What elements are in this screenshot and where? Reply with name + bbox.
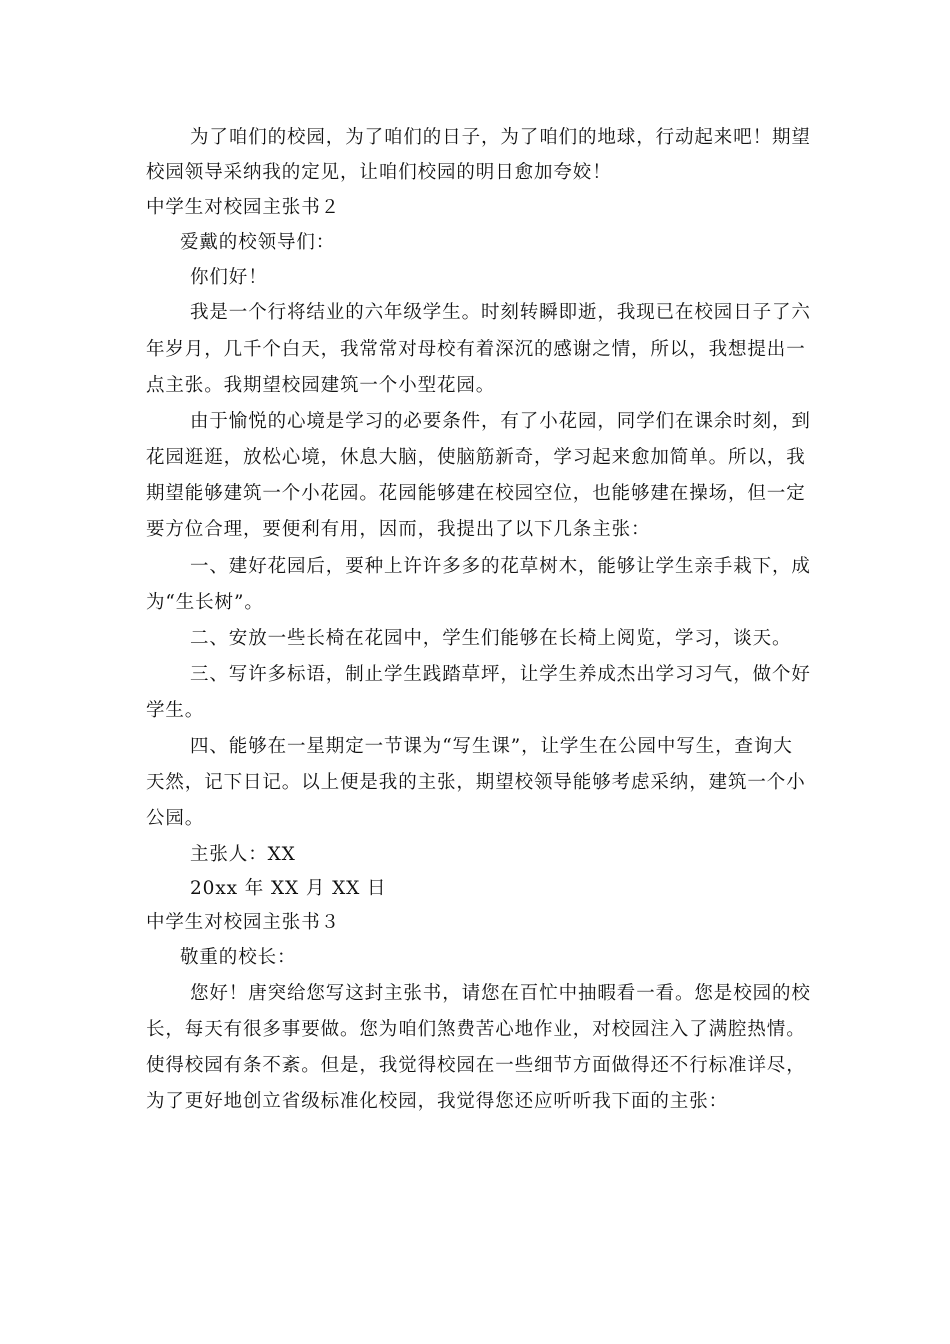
intro-line-2: 校园领导采纳我的定见，让咱们校园的明日愈加夸姣！	[146, 162, 612, 183]
letter2-greeting: 你们好！	[190, 267, 268, 288]
letter2-p2-line-1: 由于愉悦的心境是学习的必要条件，有了小花园，同学们在课余时刻，到	[190, 411, 811, 432]
letter2-salutation: 爱戴的校领导们：	[180, 232, 336, 253]
letter2-signer: 主张人：XX	[190, 844, 296, 865]
letter3-p1-line-1: 您好！唐突给您写这封主张书，请您在百忙中抽暇看一看。您是校园的校	[190, 983, 811, 1004]
letter2-item4-line-2: 天然，记下日记。以上便是我的主张，期望校领导能够考虑采纳，建筑一个小	[146, 772, 806, 793]
letter3-salutation: 敬重的校长：	[180, 947, 297, 968]
letter2-p1-line-3: 点主张。我期望校园建筑一个小型花园。	[146, 375, 496, 396]
letter2-item1-line-1: 一、建好花园后，要种上许许多多的花草树木，能够让学生亲手栽下，成	[190, 556, 811, 577]
letter2-p2-line-4: 要方位合理，要便利有用，因而，我提出了以下几条主张：	[146, 519, 651, 540]
letter3-p1-line-2: 长，每天有很多事要做。您为咱们煞费苦心地作业，对校园注入了满腔热情。	[146, 1019, 806, 1040]
letter2-item2-line-1: 二、安放一些长椅在花园中，学生们能够在长椅上阅览，学习，谈天。	[190, 628, 792, 649]
letter3-p1-line-4: 为了更好地创立省级标准化校园，我觉得您还应听听我下面的主张：	[146, 1091, 729, 1112]
letter2-p2-line-3: 期望能够建筑一个小花园。花园能够建在校园空位，也能够建在操场，但一定	[146, 483, 806, 504]
letter2-date: 20xx 年 XX 月 XX 日	[190, 878, 387, 899]
intro-line-1: 为了咱们的校园，为了咱们的日子，为了咱们的地球，行动起来吧！期望	[190, 127, 811, 148]
letter3-title: 中学生对校园主张书３	[146, 912, 341, 933]
letter2-title: 中学生对校园主张书２	[146, 197, 341, 218]
letter2-p2-line-2: 花园逛逛，放松心境，休息大脑，使脑筋新奇，学习起来愈加简单。所以，我	[146, 447, 806, 468]
letter2-item3-line-1: 三、写许多标语，制止学生践踏草坪，让学生养成杰出学习习气，做个好	[190, 664, 811, 685]
letter2-p1-line-1: 我是一个行将结业的六年级学生。时刻转瞬即逝，我现已在校园日子了六	[190, 302, 811, 323]
letter3-p1-line-3: 使得校园有条不紊。但是，我觉得校园在一些细节方面做得还不行标准详尽，	[146, 1055, 806, 1076]
letter2-item3-line-2: 学生。	[146, 700, 205, 721]
letter2-item1-line-2: 为“生长树”。	[146, 592, 264, 613]
letter2-item4-line-1: 四、能够在一星期定一节课为“写生课”，让学生在公园中写生，查询大	[190, 736, 793, 757]
letter2-item4-line-3: 公园。	[146, 808, 205, 829]
letter2-p1-line-2: 年岁月，几千个白天，我常常对母校有着深沉的感谢之情，所以，我想提出一	[146, 339, 806, 360]
